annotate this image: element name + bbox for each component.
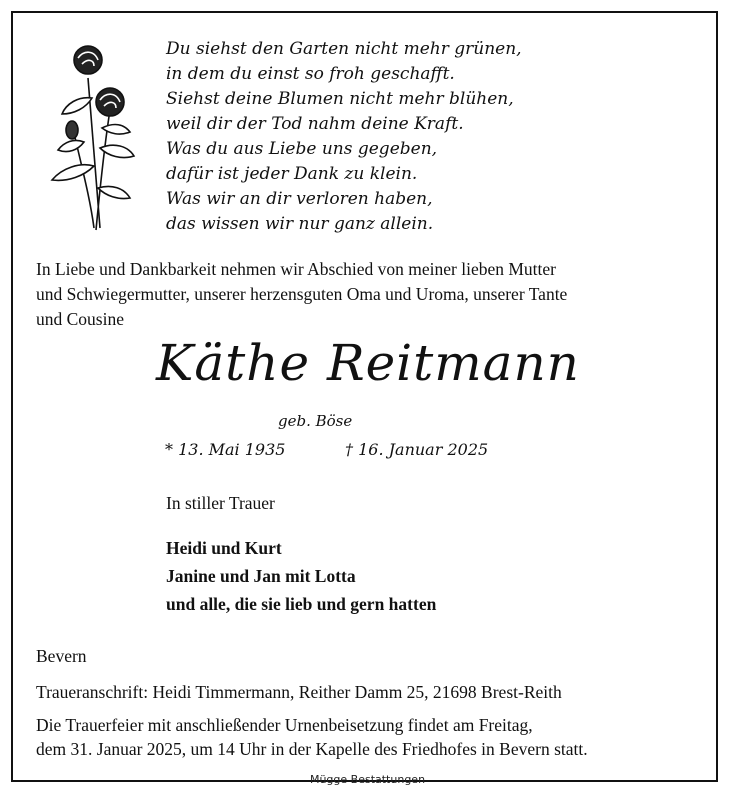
intro-line: In Liebe und Dankbarkeit nehmen wir Abschied von meiner lieben Mutter [36,259,556,279]
family-line: und alle, die sie lieb und gern hatten [166,594,437,614]
poem-line: Du siehst den Garten nicht mehr grünen, [166,39,522,59]
poem-line: Siehst deine Blumen nicht mehr blühen, [166,89,514,109]
ceremony-line: dem 31. Januar 2025, um 14 Uhr in der Kapelle des Friedhofes in Bevern statt. [36,739,588,759]
poem-line: das wissen wir nur ganz allein. [166,214,434,234]
poem-line: Was du aus Liebe uns gegeben, [166,139,438,159]
maiden-name: geb. Böse [278,412,353,430]
location: Bevern [36,646,87,666]
mourning-address: Traueranschrift: Heidi Timmermann, Reither Damm 25, 21698 Brest-Reith [36,682,562,702]
family-line: Heidi und Kurt [166,538,282,558]
birth-date: * 13. Mai 1935 [165,440,286,459]
ceremony-line: Die Trauerfeier mit anschließender Urnenbeisetzung findet am Freitag, [36,715,533,735]
intro-line: und Schwiegermutter, unserer herzensguten Oma und Uroma, unserer Tante [36,284,568,304]
poem-line: dafür ist jeder Dank zu klein. [166,164,418,184]
death-date: † 16. Januar 2025 [345,440,489,459]
deceased-name: Käthe Reitmann [156,334,580,392]
poem-line: in dem du einst so froh geschafft. [166,64,455,84]
poem-line: Was wir an dir verloren haben, [166,189,433,209]
family-line: Janine und Jan mit Lotta [166,566,356,586]
funeral-home: Mügge Bestattungen [309,773,426,786]
rose-icon [44,38,140,234]
mourning-label: In stiller Trauer [166,493,275,513]
intro-line: und Cousine [36,309,124,329]
poem-line: weil dir der Tod nahm deine Kraft. [166,114,464,134]
